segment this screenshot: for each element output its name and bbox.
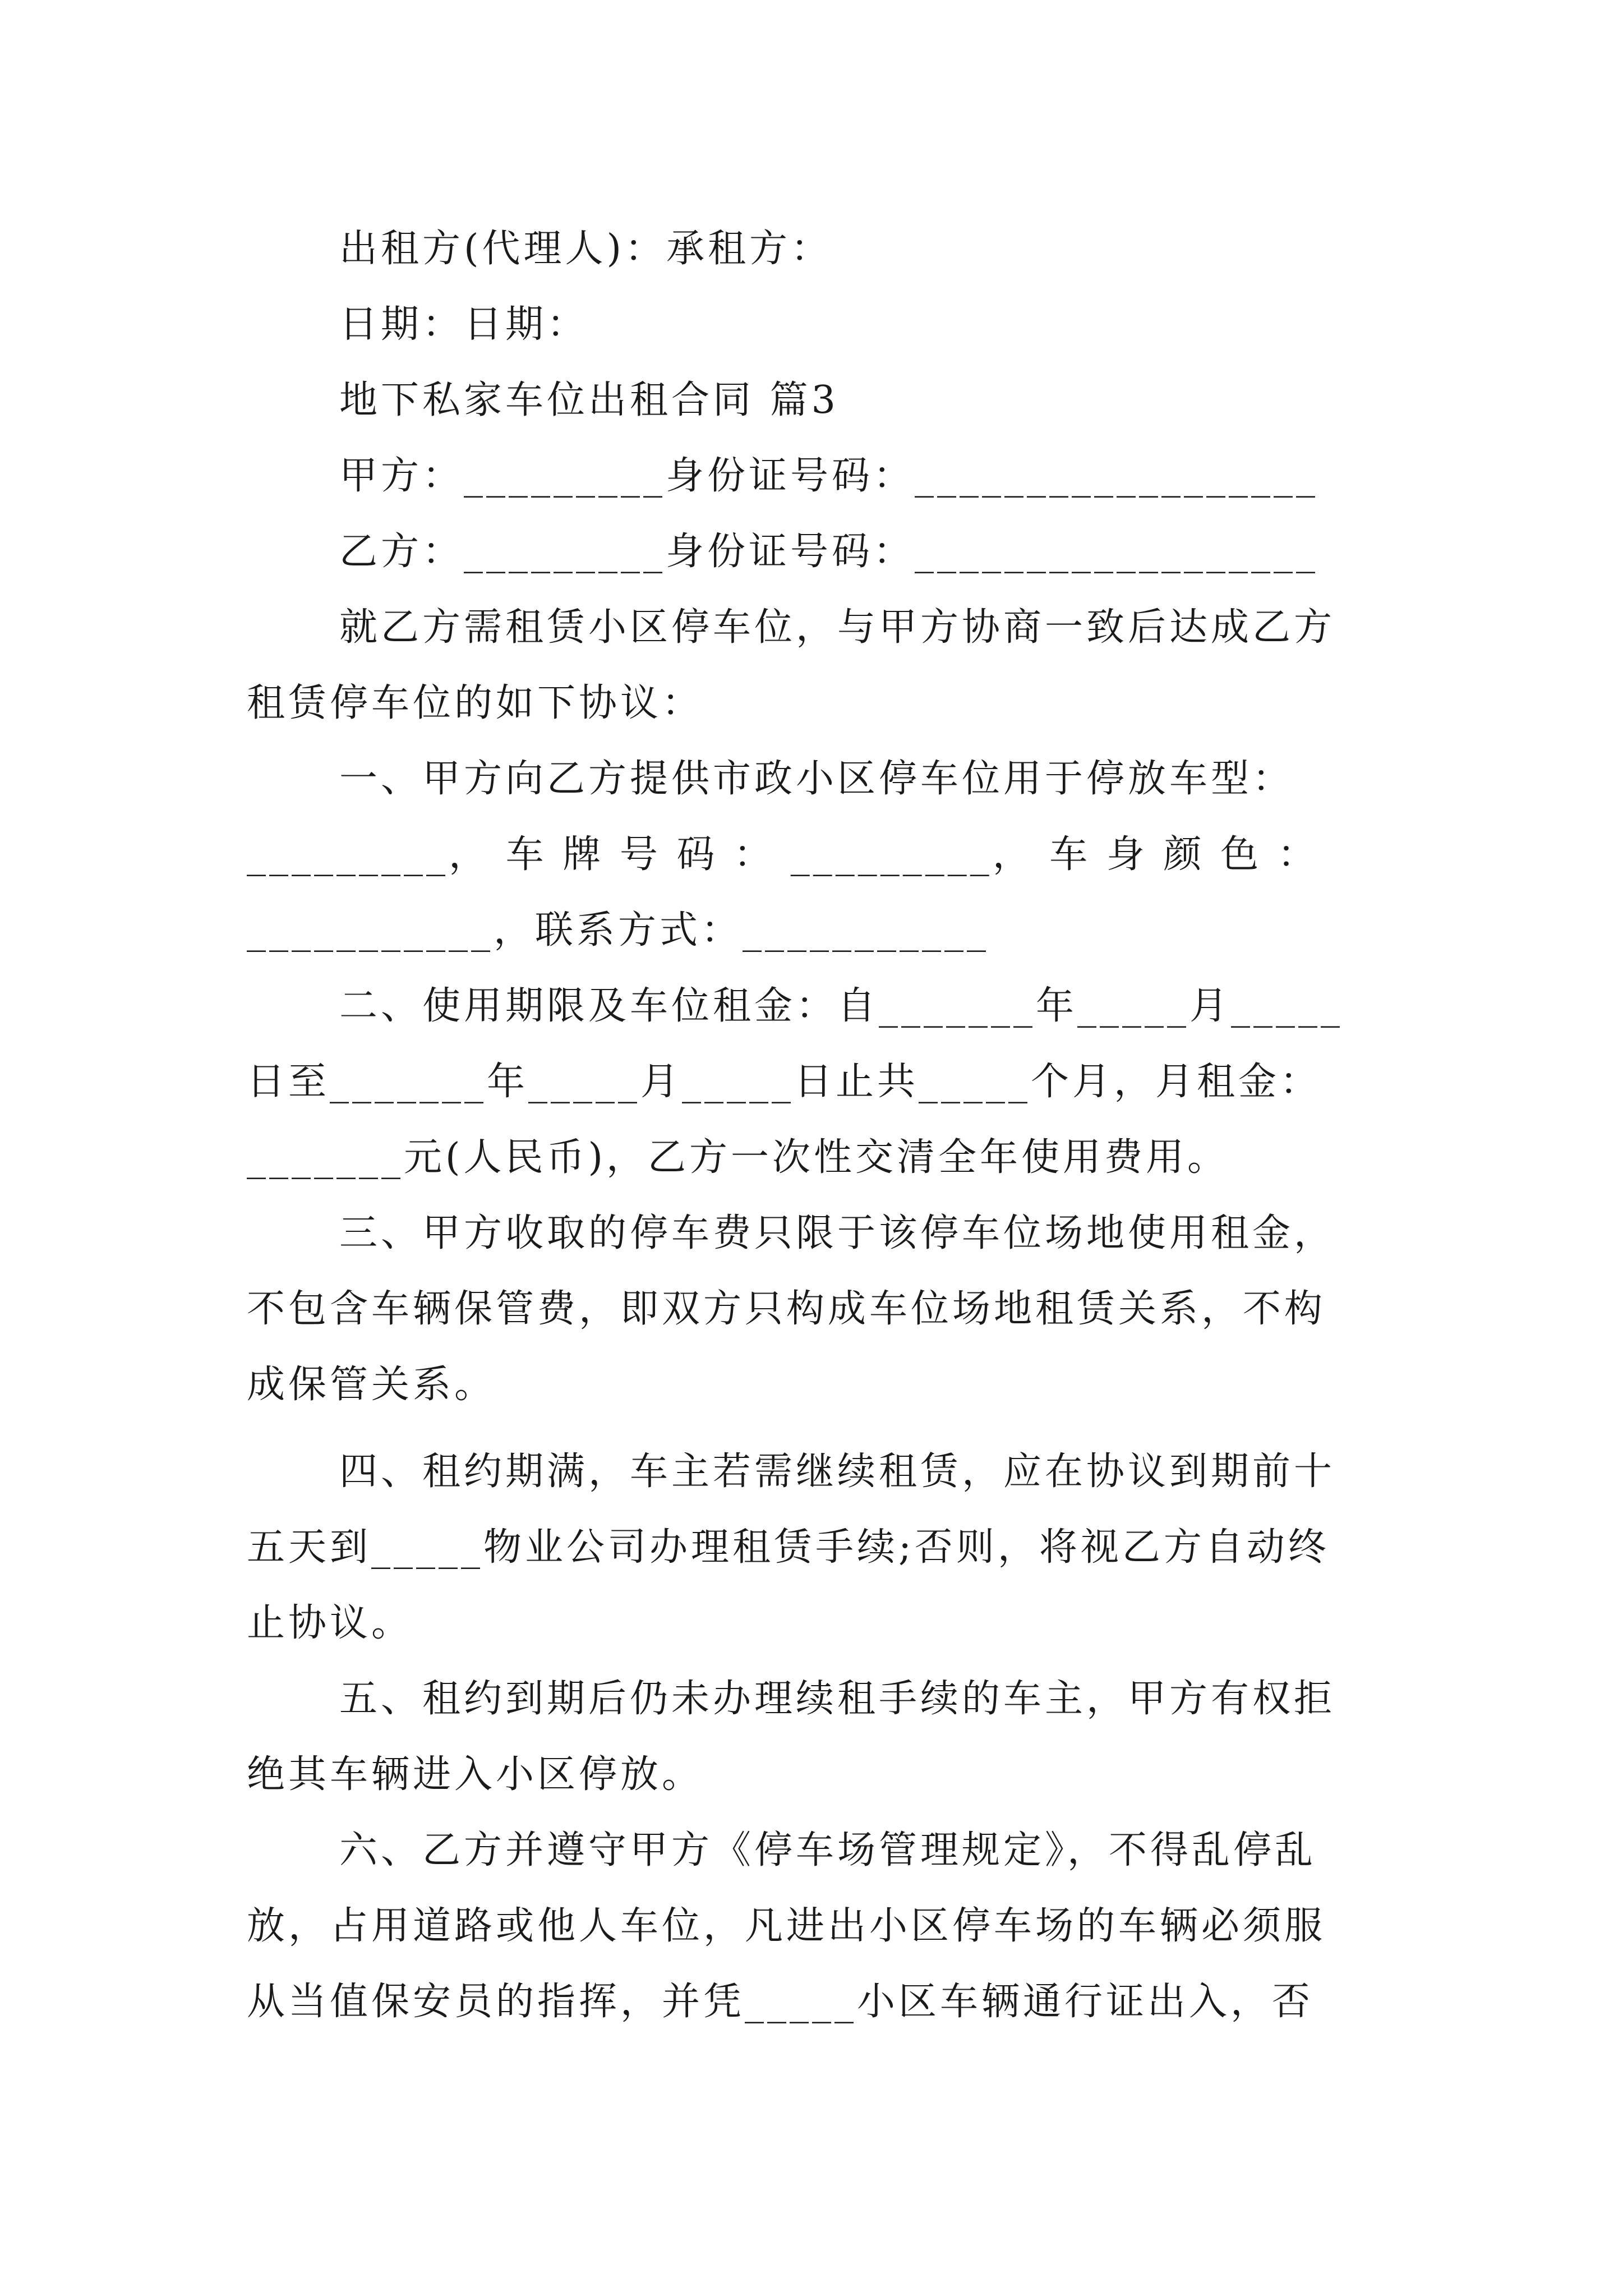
clause-1-line: 一、甲方向乙方提供市政小区停车位用于停放车型： (339, 757, 1294, 801)
clause-3-line: 成保管关系。 (247, 1363, 496, 1407)
intro-paragraph-line: 就乙方需租赁小区停车位，与甲方协商一致后达成乙方 (339, 605, 1336, 650)
clause-2-line: 日至_______年_____月_____日止共_____个月，月租金： (247, 1060, 1322, 1104)
clause-2-line: _______元(人民币)，乙方一次性交清全年使用费用。 (247, 1135, 1229, 1180)
clause-1-line: _________， 车 牌 号 码 ： _________， 车 身 颜 色 ： (247, 832, 1319, 877)
signature-party-line: 出租方(代理人)：承租方： (339, 227, 833, 271)
clause-6-line: 六、乙方并遵守甲方《停车场管理规定》，不得乱停乱 (339, 1828, 1317, 1872)
clause-6-line: 放，占用道路或他人车位，凡进出小区停车场的车辆必须服 (247, 1904, 1326, 1948)
clause-5-line: 五、租约到期后仍未办理续租手续的车主，甲方有权拒 (339, 1677, 1336, 1721)
clause-4-line: 四、租约期满，车主若需继续租赁，应在协议到期前十 (339, 1450, 1336, 1494)
clause-1-line: ___________，联系方式：___________ (247, 908, 990, 953)
clause-4-line: 五天到_____物业公司办理租赁手续;否则，将视乙方自动终 (247, 1525, 1330, 1570)
clause-3-line: 三、甲方收取的停车费只限于该停车位场地使用租金， (339, 1211, 1336, 1255)
intro-paragraph-line: 租赁停车位的如下协议： (247, 681, 704, 725)
section-title: 地下私家车位出租合同 篇3 (339, 378, 839, 422)
clause-3-line: 不包含车辆保管费，即双方只构成车位场地租赁关系，不构 (247, 1287, 1326, 1331)
signature-date-line: 日期：日期： (339, 302, 589, 347)
party-a-line: 甲方：_________身份证号码：__________________ (339, 454, 1319, 498)
party-b-line: 乙方：_________身份证号码：__________________ (339, 530, 1319, 574)
clause-5-line: 绝其车辆进入小区停放。 (247, 1752, 704, 1797)
clause-2-line: 二、使用期限及车位租金：自_______年_____月_____ (339, 984, 1344, 1028)
clause-6-line: 从当值保安员的指挥，并凭_____小区车辆通行证出入，否 (247, 1980, 1314, 2024)
clause-4-line: 止协议。 (247, 1601, 413, 1645)
